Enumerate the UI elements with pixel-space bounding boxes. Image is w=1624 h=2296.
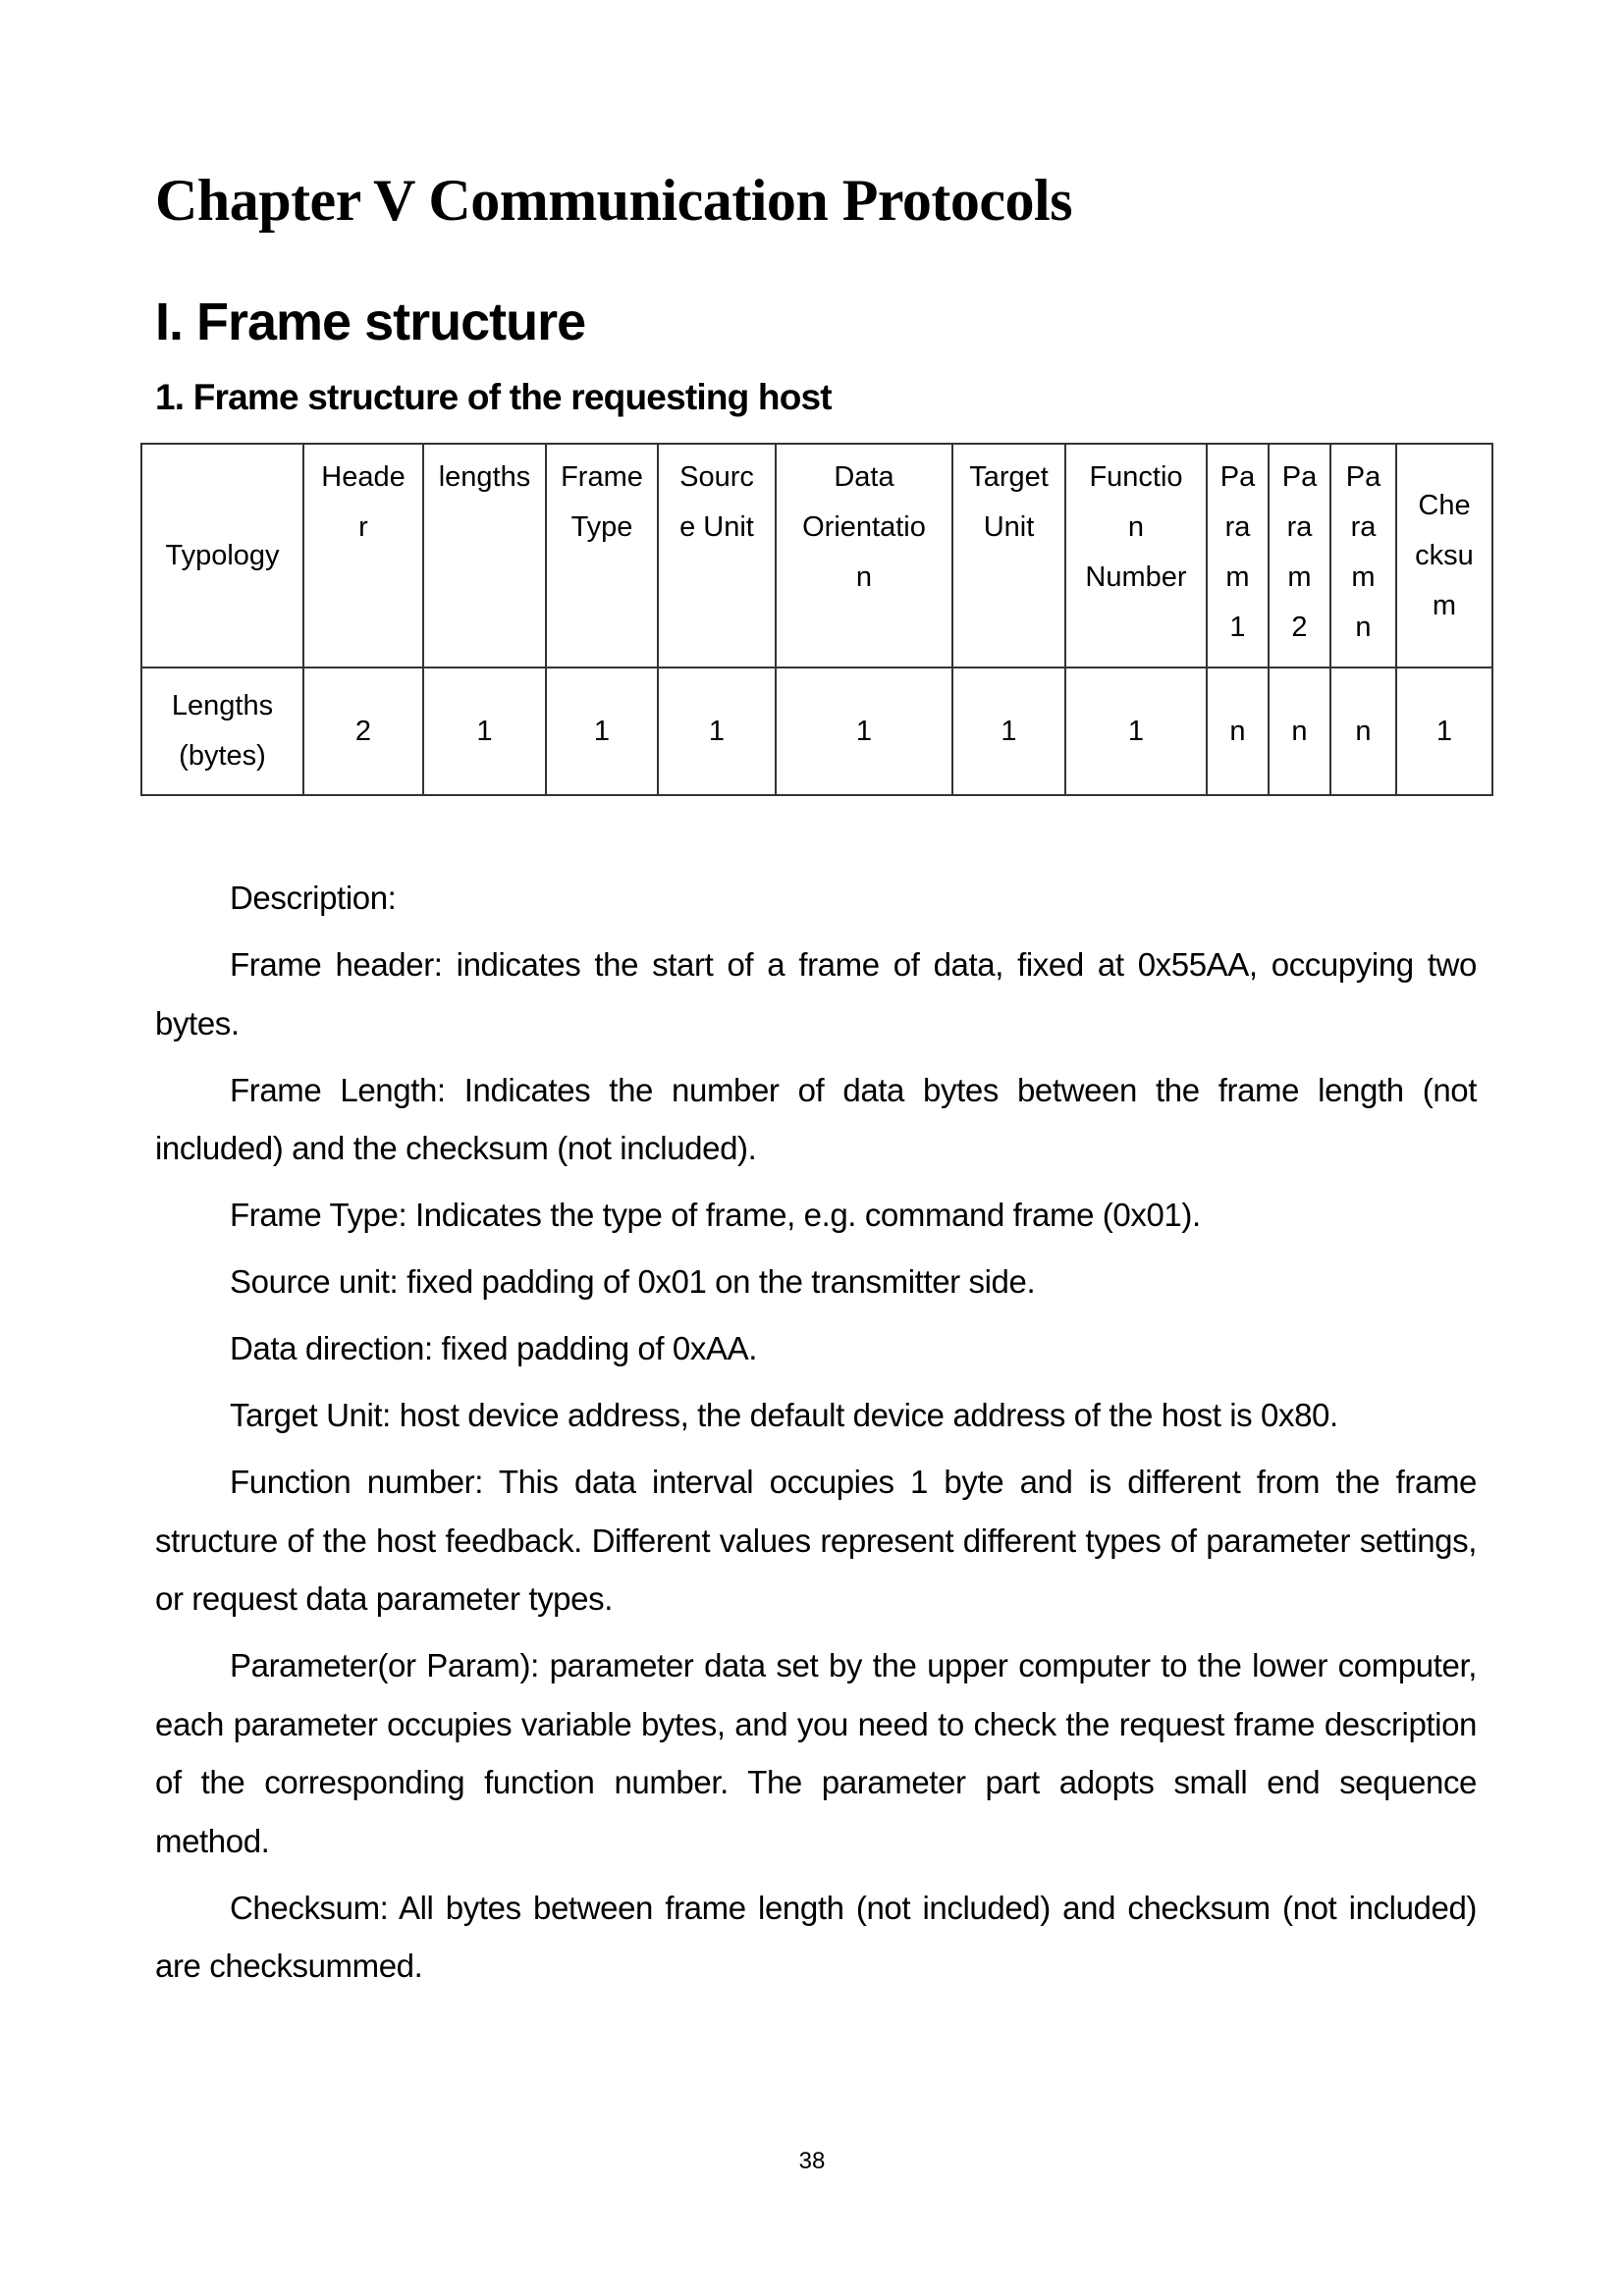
paragraph-frame-length: Frame Length: Indicates the number of data bytes between the frame length (not included) and the checksum (not included). — [155, 1071, 1477, 1166]
page-number: 38 — [798, 2148, 826, 2174]
paragraph-checksum: Checksum: All bytes between frame length (not included) and checksum (not included) are checksummed. — [155, 1889, 1477, 1984]
value-cell-lengths: 1 — [423, 667, 546, 795]
header-cell-target-unit: Target Unit — [952, 444, 1065, 667]
paragraph-parameter: Parameter(or Param): parameter data set by the upper computer to the lower computer, each parameter occupies variable bytes, and you need to check the request frame description of the corresponding function number. The parameter part adopts small end sequence method. — [155, 1647, 1477, 1859]
value-cell-param-1: n — [1207, 667, 1269, 795]
value-cell-checksum: 1 — [1396, 667, 1492, 795]
header-cell-frame-type: Frame Type — [546, 444, 658, 667]
value-cell-function-number: 1 — [1065, 667, 1207, 795]
header-cell-source-unit: Sourc e Unit — [658, 444, 776, 667]
section-title: I. Frame structure — [155, 293, 586, 351]
value-cell-source-unit: 1 — [658, 667, 776, 795]
row-label-lengths-bytes: Lengths (bytes) — [141, 667, 303, 795]
paragraph-frame-type: Frame Type: Indicates the type of frame, e.g. command frame (0x01). — [230, 1197, 1201, 1233]
header-cell-checksum: Che cksu m — [1396, 444, 1492, 667]
header-cell-header: Heade r — [303, 444, 423, 667]
header-cell-param-1: Pa ra m 1 — [1207, 444, 1269, 667]
paragraph-function-number: Function number: This data interval occupies 1 byte and is different from the frame structure of the host feedback. Different values represent different types of parameter settings, or request data parameter types. — [155, 1464, 1477, 1617]
description-section — [155, 869, 1477, 2003]
header-cell-param-n: Pa ra m n — [1330, 444, 1396, 667]
table-row — [141, 667, 1492, 795]
header-cell-lengths: lengths — [423, 444, 546, 667]
value-cell-frame-type: 1 — [546, 667, 658, 795]
paragraph-frame-header: Frame header: indicates the start of a frame of data, fixed at 0x55AA, occupying two bytes. — [155, 946, 1477, 1041]
paragraph-target-unit: Target Unit: host device address, the default device address of the host is 0x80. — [230, 1397, 1338, 1433]
value-cell-param-n: n — [1330, 667, 1396, 795]
header-cell-data-orientation: Data Orientatio n — [776, 444, 952, 667]
header-cell-typology: Typology — [141, 444, 303, 667]
table-header-row — [141, 444, 1492, 667]
frame-structure-table — [140, 443, 1493, 796]
value-cell-param-2: n — [1269, 667, 1330, 795]
header-cell-param-2: Pa ra m 2 — [1269, 444, 1330, 667]
description-heading: Description: — [230, 880, 397, 916]
header-cell-function-number: Functio n Number — [1065, 444, 1207, 667]
paragraph-source-unit: Source unit: fixed padding of 0x01 on the transmitter side. — [230, 1263, 1036, 1300]
value-cell-data-orientation: 1 — [776, 667, 952, 795]
paragraph-data-direction: Data direction: fixed padding of 0xAA. — [230, 1330, 757, 1366]
chapter-title: Chapter V Communication Protocols — [155, 168, 1073, 233]
value-cell-header: 2 — [303, 667, 423, 795]
value-cell-target-unit: 1 — [952, 667, 1065, 795]
subsection-title: 1. Frame structure of the requesting host — [155, 377, 832, 417]
